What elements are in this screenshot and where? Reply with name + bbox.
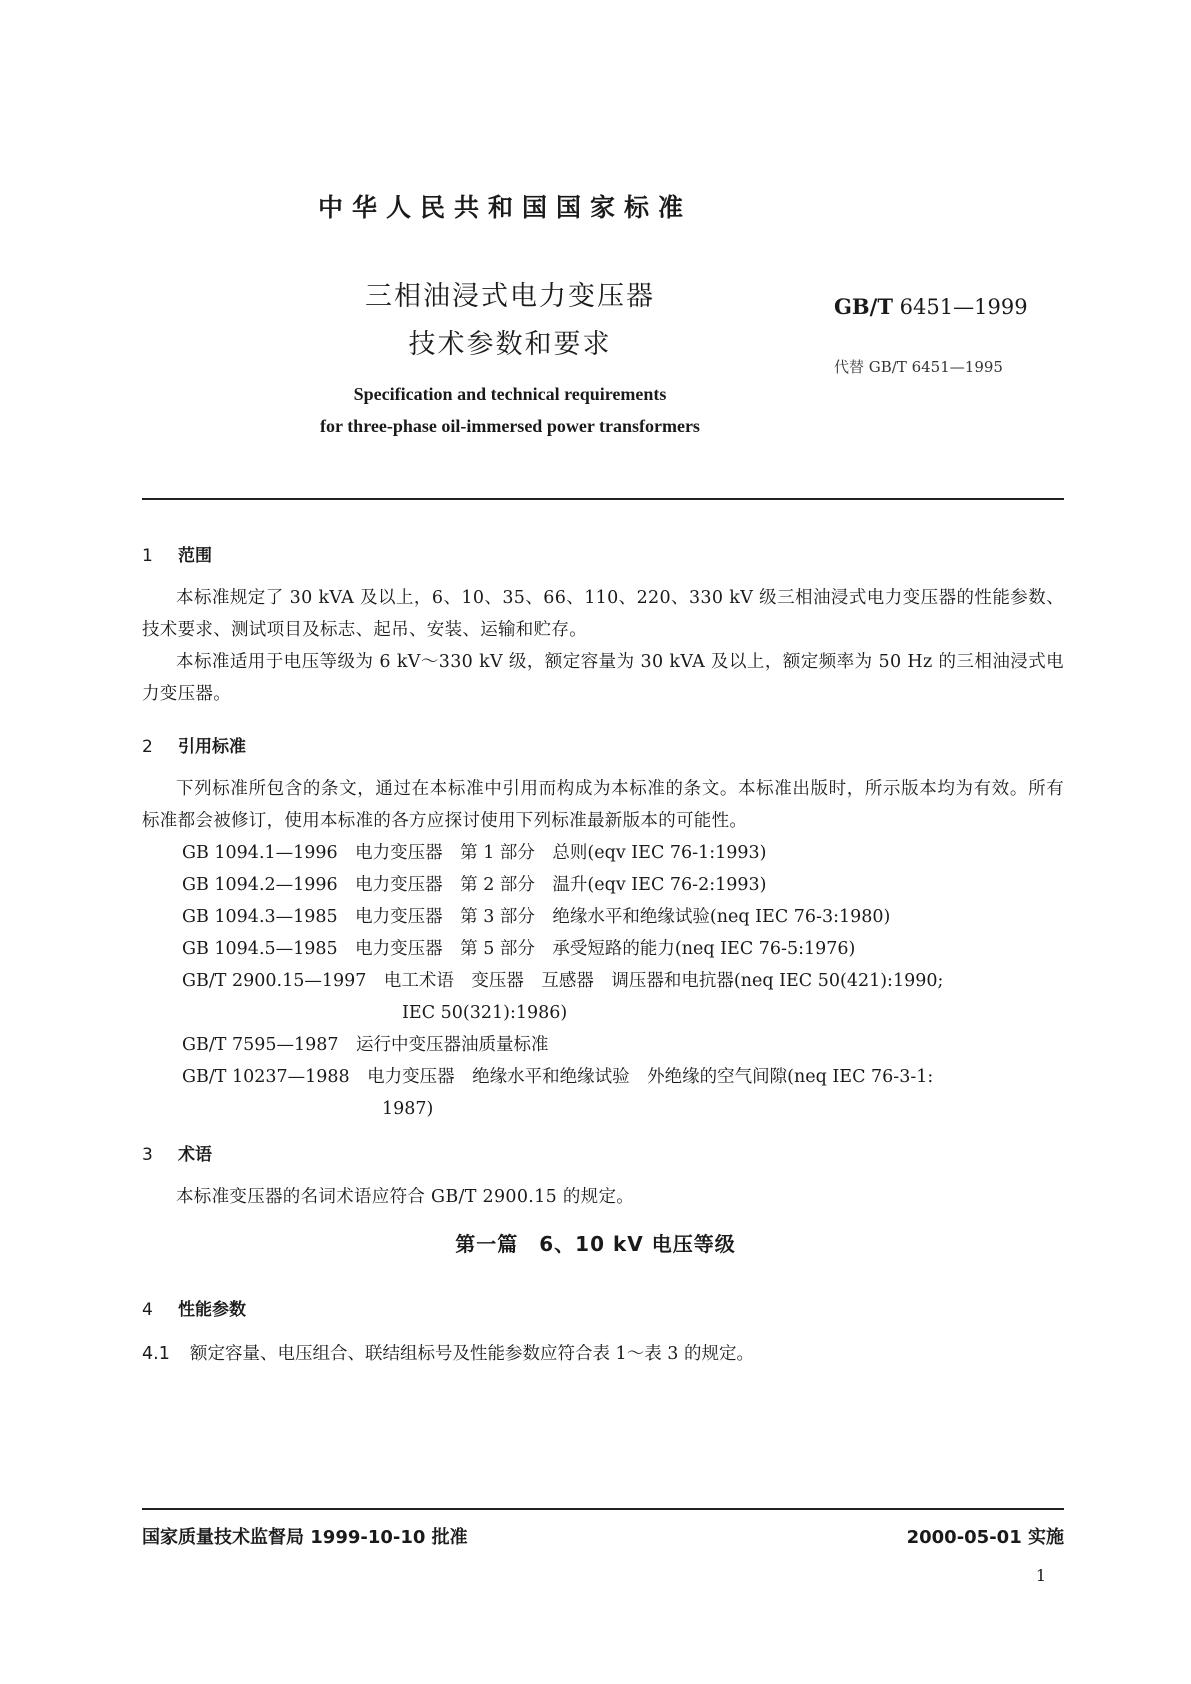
section-number: 3 <box>142 1145 153 1165</box>
clause-4-1 <box>142 1340 754 1365</box>
list-item: GB 1094.3—1985 电力变压器 第 3 部分 绝缘水平和绝缘试验(neq IEC 76-3:1980) <box>182 907 891 927</box>
standard-code: GB/T <box>834 294 893 319</box>
section-3-heading <box>142 1140 212 1165</box>
section-title: 范围 <box>178 546 212 566</box>
section-1-paragraph-1: 本标准规定了 30 kVA 及以上，6、10、35、66、110、220、330 kV 级三相油浸式电力变压器的性能参数、技术要求、测试项目及标志、起吊、安装、运输和贮存。 <box>142 588 1064 640</box>
section-title: 性能参数 <box>178 1300 246 1320</box>
section-title: 术语 <box>178 1145 212 1165</box>
part-heading: 第一篇 6、10 kV 电压等级 <box>455 1232 736 1256</box>
document-title-en-line2: for three-phase oil-immersed power transformers <box>320 416 700 436</box>
list-item: GB/T 7595—1987 运行中变压器油质量标准 <box>182 1035 549 1055</box>
document-title-zh-line2: 技术参数和要求 <box>408 329 612 360</box>
standard-number <box>834 294 1028 319</box>
list-item: GB 1094.5—1985 电力变压器 第 5 部分 承受短路的能力(neq IEC 76-5:1976) <box>182 939 856 959</box>
list-item: GB 1094.1—1996 电力变压器 第 1 部分 总则(eqv IEC 76-1:1993) <box>182 843 767 863</box>
section-number: 2 <box>142 737 153 757</box>
referenced-standards-list <box>182 837 1064 1125</box>
section-title: 引用标准 <box>178 737 246 757</box>
section-number: 1 <box>142 546 153 566</box>
document-title-zh-line1: 三相油浸式电力变压器 <box>365 281 655 312</box>
section-3-paragraph-1: 本标准变压器的名词术语应符合 GB/T 2900.15 的规定。 <box>176 1187 635 1207</box>
clause-number: 4.1 <box>142 1344 170 1364</box>
list-item: GB 1094.2—1996 电力变压器 第 2 部分 温升(eqv IEC 76-2:1993) <box>182 875 767 895</box>
clause-text: 额定容量、电压组合、联结组标号及性能参数应符合表 1～表 3 的规定。 <box>190 1344 754 1364</box>
standard-number-value: 6451—1999 <box>899 295 1028 319</box>
approval-info: 国家质量技术监督局 1999-10-10 批准 <box>142 1527 468 1548</box>
section-2-paragraph-1: 下列标准所包含的条文，通过在本标准中引用而构成为本标准的条文。本标准出版时，所示版本均为有效。所有标准都会被修订，使用本标准的各方应探讨使用下列标准最新版本的可能性。 <box>142 779 1064 831</box>
list-item: GB/T 10237—1988 电力变压器 绝缘水平和绝缘试验 外绝缘的空气间隙(neq IEC 76-3-1: <box>182 1067 934 1087</box>
list-item: GB/T 2900.15—1997 电工术语 变压器 互感器 调压器和电抗器(neq IEC 50(421):1990; <box>182 971 944 991</box>
document-title-en-line1: Specification and technical requirements <box>353 384 667 404</box>
section-1-paragraph-2: 本标准适用于电压等级为 6 kV～330 kV 级，额定容量为 30 kVA 及以上，额定频率为 50 Hz 的三相油浸式电力变压器。 <box>142 652 1064 704</box>
section-number: 4 <box>142 1300 153 1320</box>
replaces-standard: 代替 GB/T 6451—1995 <box>834 358 1003 376</box>
section-1-heading <box>142 541 212 566</box>
section-2-heading <box>142 732 246 757</box>
page-number: 1 <box>1035 1566 1046 1585</box>
section-4-heading <box>142 1295 246 1320</box>
list-item-continuation: 1987) <box>382 1099 434 1119</box>
header-divider <box>142 498 1064 500</box>
footer-divider <box>142 1508 1064 1510</box>
implementation-date: 2000-05-01 实施 <box>906 1527 1064 1548</box>
list-item-continuation: IEC 50(321):1986) <box>402 1003 568 1023</box>
national-standard-title: 中华人民共和国国家标准 <box>317 193 692 222</box>
